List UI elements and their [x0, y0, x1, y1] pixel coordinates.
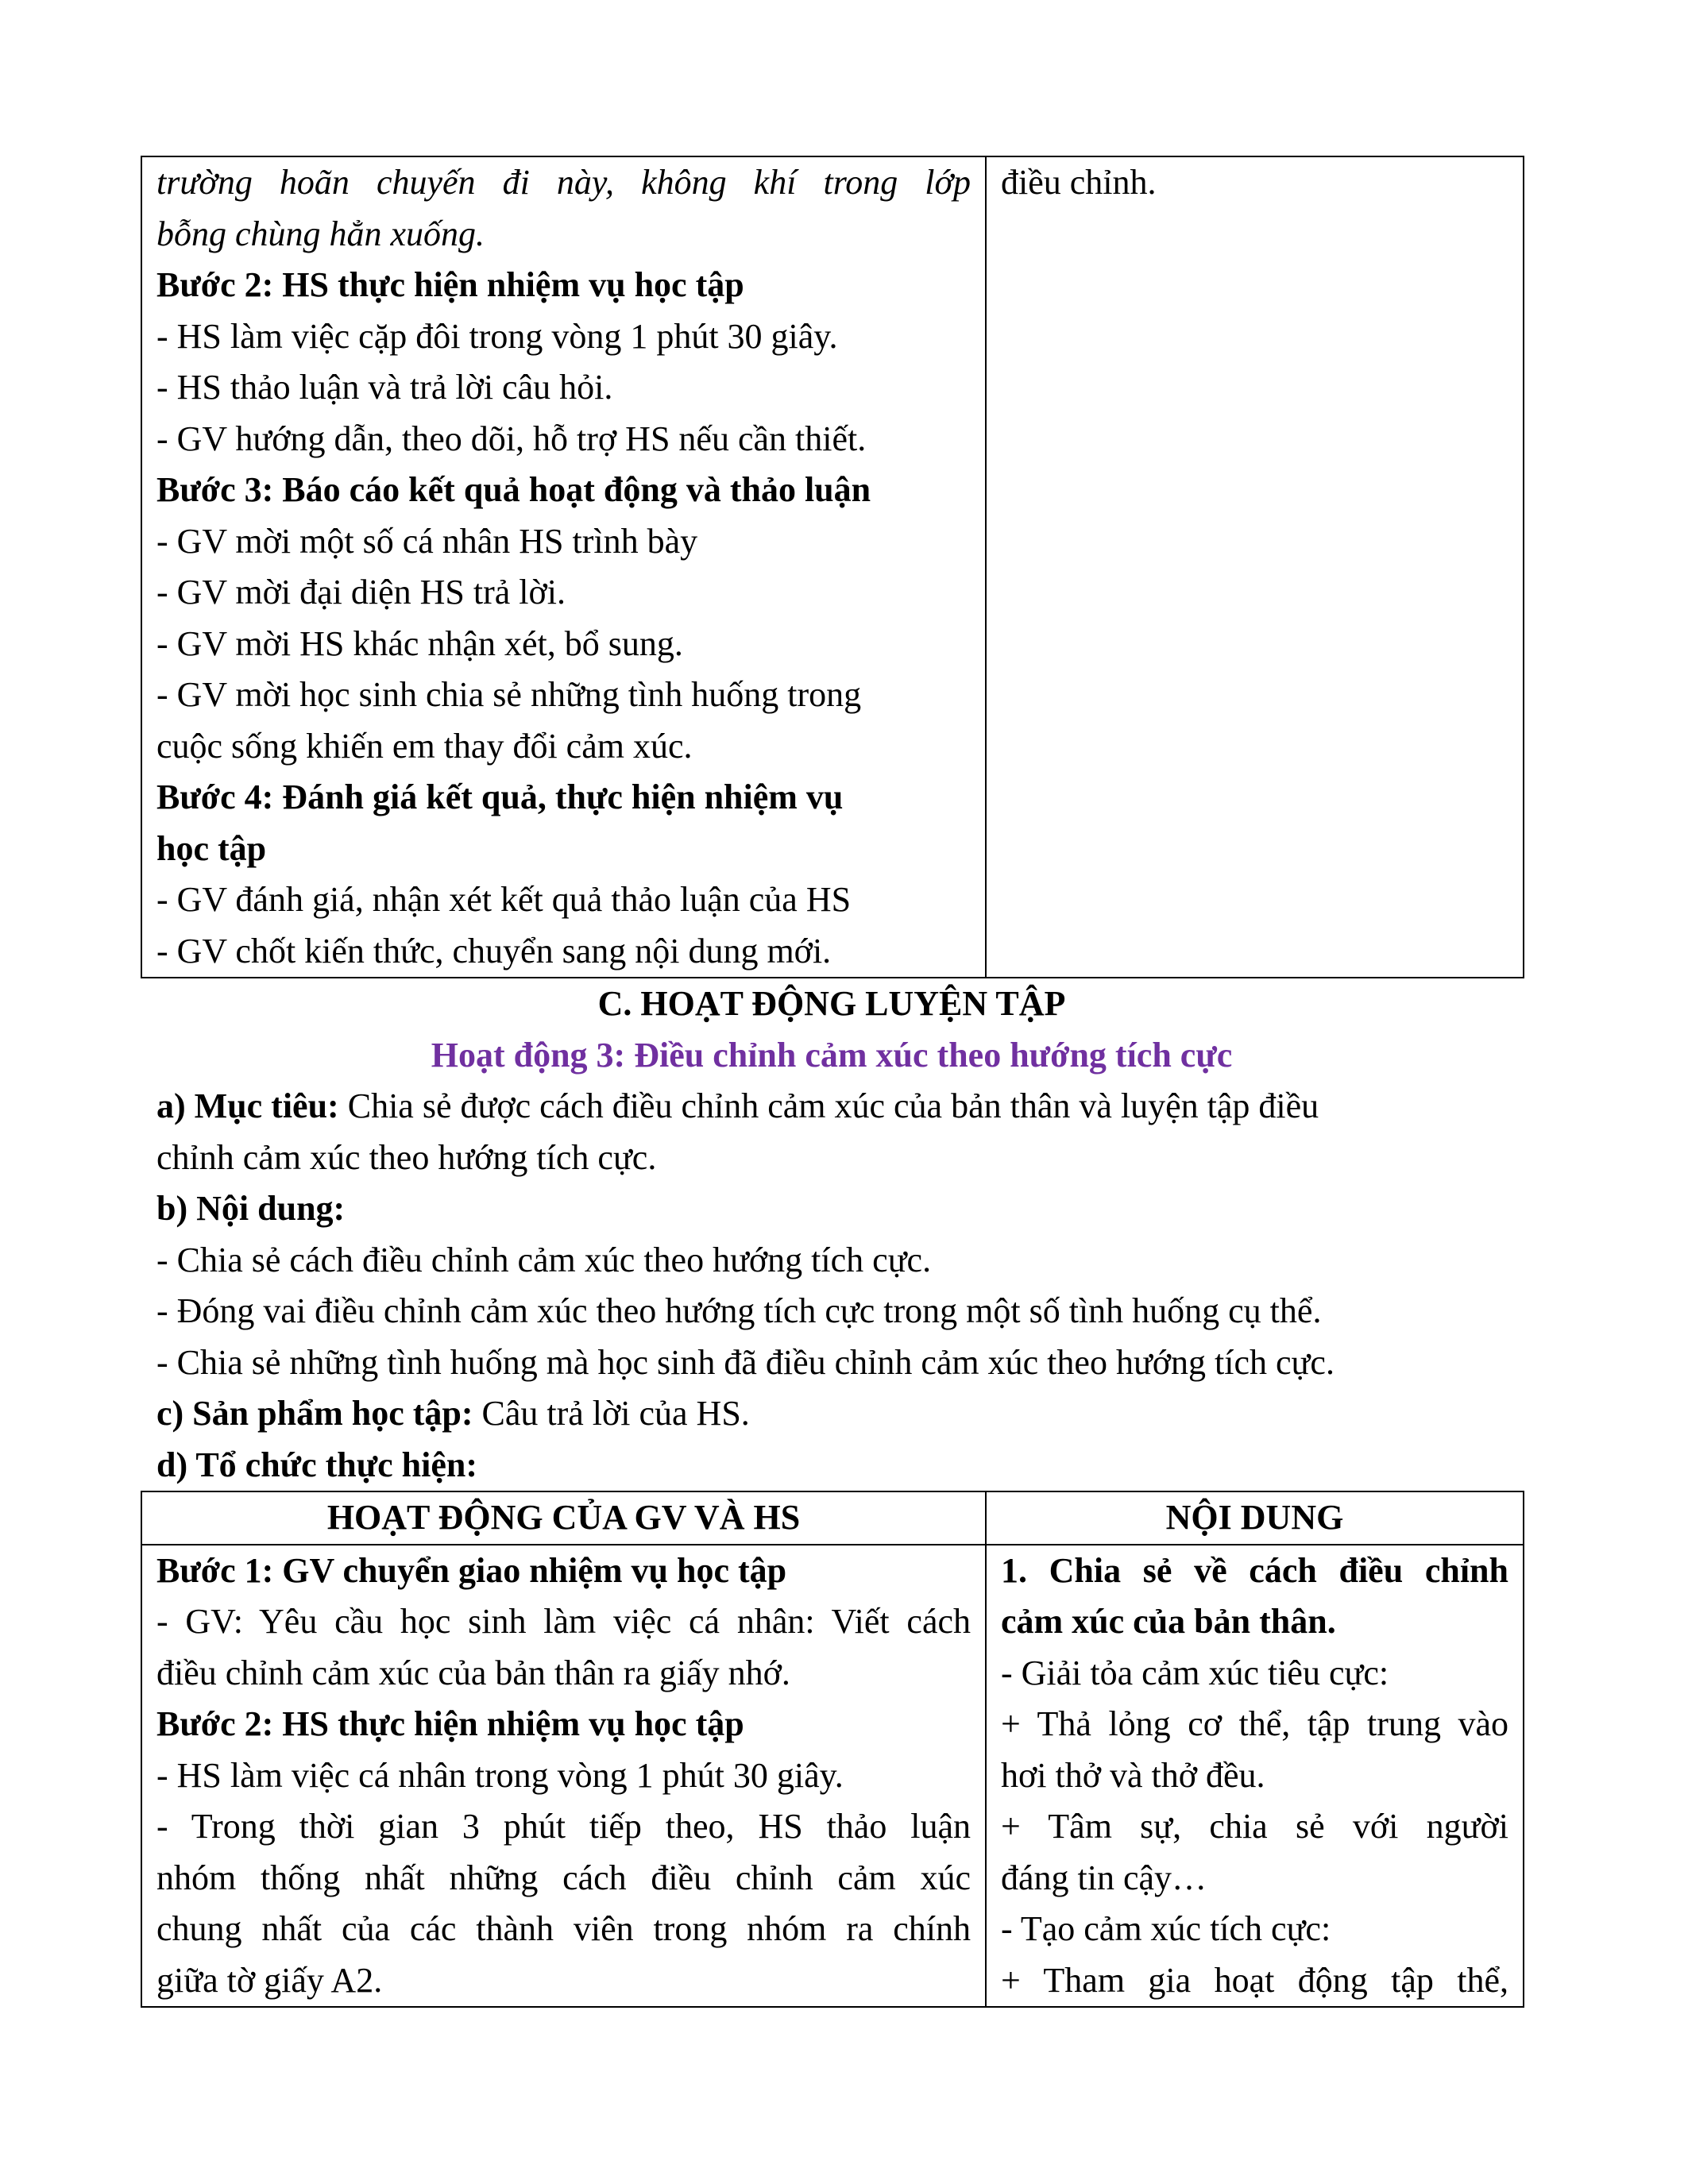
content-cell [986, 1545, 1524, 2008]
cell-line: học tập [156, 828, 267, 868]
cell-line: + Tâm sự, chia sẻ với người [1001, 1807, 1508, 1846]
cell-line: - GV chốt kiến thức, chuyển sang nội dung mới. [156, 931, 832, 970]
left-cell-lines [156, 157, 971, 977]
cell-line: cuộc sống khiến em thay đổi cảm xúc. [156, 726, 693, 766]
cell-line: - GV mời HS khác nhận xét, bổ sung. [156, 623, 683, 663]
content-label: b) Nội dung: [156, 1189, 346, 1228]
table-header-row [141, 1491, 1524, 1545]
teacher-student-activity-cell [141, 156, 986, 978]
cell-line: - Tạo cảm xúc tích cực: [1001, 1909, 1331, 1948]
cell-line: - GV mời một số cá nhân HS trình bày [156, 521, 698, 561]
cell-line: điều chỉnh. [1001, 163, 1157, 202]
right-cell-lines [1001, 1545, 1508, 2007]
cell-line: 1. Chia sẻ về cách điều chỉnh [1001, 1550, 1508, 1590]
content-item: - Đóng vai điều chỉnh cảm xúc theo hướng tích cực trong một số tình huống cụ thể. [156, 1291, 1322, 1330]
right-cell-lines [1001, 157, 1508, 209]
cell-line: bỗng chùng hẳn xuống. [156, 214, 485, 253]
header-content: NỘI DUNG [986, 1491, 1524, 1545]
product-label: c) Sản phẩm học tập: [156, 1394, 473, 1433]
objective-paragraph [141, 1081, 1523, 1183]
content-item: - Chia sẻ cách điều chỉnh cảm xúc theo hướng tích cực. [156, 1240, 932, 1279]
cell-line: cảm xúc của bản thân. [1001, 1602, 1336, 1641]
left-cell-lines [156, 1545, 971, 2007]
header-activities: HOẠT ĐỘNG CỦA GV VÀ HS [141, 1491, 986, 1545]
cell-line: Bước 2: HS thực hiện nhiệm vụ học tập [156, 265, 744, 304]
cell-line: chung nhất của các thành viên trong nhóm ra chính [156, 1909, 971, 1948]
cell-line: - GV: Yêu cầu học sinh làm việc cá nhân: Viết cách [156, 1602, 971, 1641]
cell-line: - GV mời học sinh chia sẻ những tình huống trong [156, 675, 862, 714]
cell-line: - GV đánh giá, nhận xét kết quả thảo luận của HS [156, 880, 852, 919]
product-paragraph [141, 1388, 1523, 1491]
content-cell [986, 156, 1524, 978]
cell-line: Bước 3: Báo cáo kết quả hoạt động và thảo luận [156, 470, 871, 509]
cell-line: - HS thảo luận và trả lời câu hỏi. [156, 368, 613, 407]
objective-text: Chia sẻ được cách điều chỉnh cảm xúc của bản thân và luyện tập điều [338, 1086, 1319, 1125]
section-title: C. HOẠT ĐỘNG LUYỆN TẬP [597, 984, 1066, 1023]
table-row [141, 156, 1524, 978]
cell-line: giữa tờ giấy A2. [156, 1960, 383, 2000]
cell-line: - Giải tỏa cảm xúc tiêu cực: [1001, 1653, 1389, 1692]
cell-line: đáng tin cậy… [1001, 1858, 1207, 1897]
cell-line: hơi thở và thở đều. [1001, 1755, 1265, 1795]
cell-line: Bước 2: HS thực hiện nhiệm vụ học tập [156, 1704, 744, 1743]
cell-line: - HS làm việc cá nhân trong vòng 1 phút 30 giây. [156, 1755, 844, 1795]
teacher-student-activity-cell [141, 1545, 986, 2008]
document-page [141, 156, 1523, 2008]
cell-line: Bước 4: Đánh giá kết quả, thực hiện nhiệm vụ [156, 778, 844, 816]
cell-line: nhóm thống nhất những cách điều chỉnh cảm xúc [156, 1858, 971, 1897]
activity-table-continued [141, 156, 1524, 978]
table-row [141, 1545, 1524, 2008]
organize-label: d) Tổ chức thực hiện: [156, 1445, 478, 1484]
cell-line: - GV mời đại diện HS trả lời. [156, 573, 566, 612]
content-section [141, 1183, 1523, 1388]
cell-line: điều chỉnh cảm xúc của bản thân ra giấy nhớ. [156, 1653, 790, 1692]
activity-title: Hoạt động 3: Điều chỉnh cảm xúc theo hướng tích cực [431, 1035, 1233, 1075]
cell-line: - HS làm việc cặp đôi trong vòng 1 phút 30 giây. [156, 316, 838, 356]
product-text: Câu trả lời của HS. [473, 1394, 750, 1433]
content-item: - Chia sẻ những tình huống mà học sinh đã điều chỉnh cảm xúc theo hướng tích cực. [156, 1342, 1335, 1382]
cell-line: Bước 1: GV chuyển giao nhiệm vụ học tập [156, 1550, 787, 1590]
objective-label: a) Mục tiêu: [156, 1086, 339, 1125]
cell-line: + Tham gia hoạt động tập thể, [1001, 1960, 1508, 2000]
activity-table [141, 1491, 1524, 2008]
cell-line: - Trong thời gian 3 phút tiếp theo, HS thảo luận [156, 1807, 971, 1846]
cell-line: - GV hướng dẫn, theo dõi, hỗ trợ HS nếu cần thiết. [156, 419, 867, 458]
cell-line: trường hoãn chuyến đi này, không khí trong lớp [156, 163, 971, 202]
cell-line: + Thả lỏng cơ thể, tập trung vào [1001, 1704, 1508, 1743]
objective-text-continued: chỉnh cảm xúc theo hướng tích cực. [156, 1137, 657, 1177]
